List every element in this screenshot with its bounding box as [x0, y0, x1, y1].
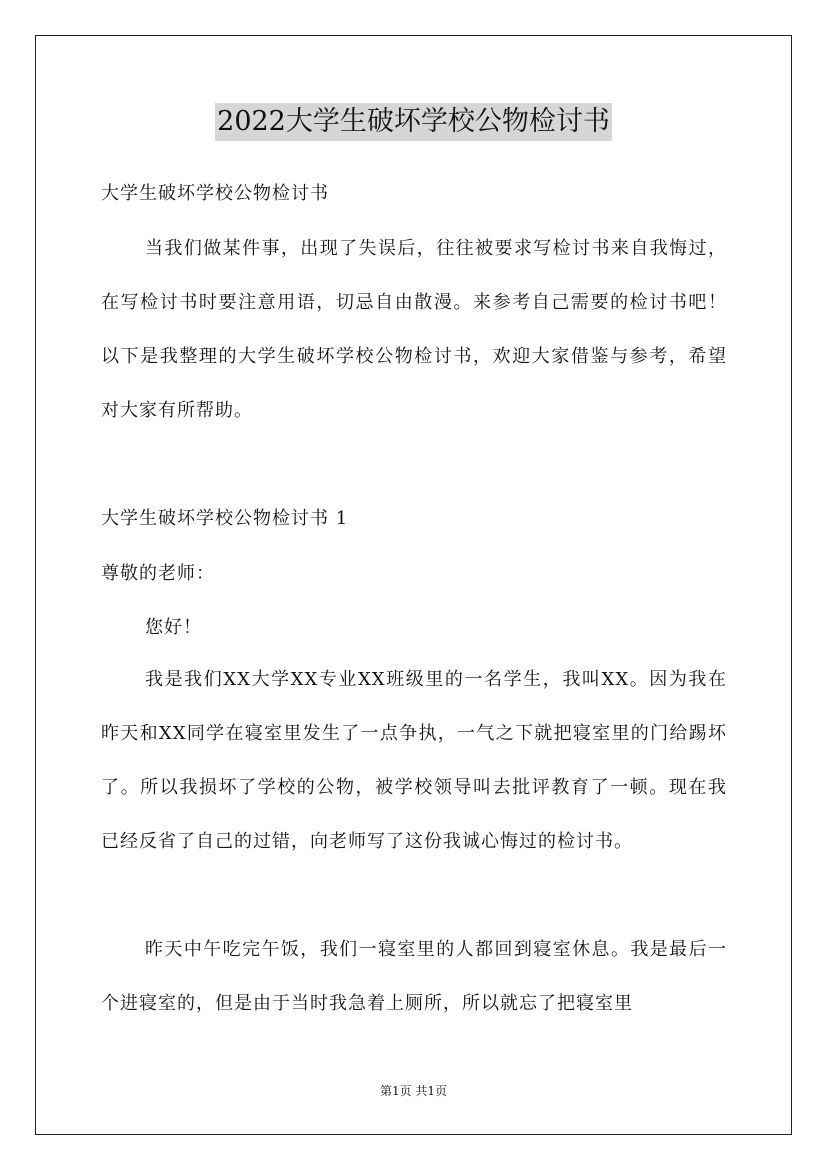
body-paragraph-1: 我是我们XX大学XX专业XX班级里的一名学生，我叫XX。因为我在昨天和XX同学在寝室里发生了一点争执，一气之下就把寝室里的门给踢坏了。所以我损坏了学校的公物，被学校领导叫去批评教育了一顿。现在我已经反省了自己的过错，向老师写了这份我诚心悔过的检讨书。 [101, 669, 727, 852]
salutation: 尊敬的老师： [101, 563, 215, 584]
document-subtitle: 大学生破坏学校公物检讨书 [101, 183, 329, 204]
section-heading: 大学生破坏学校公物检讨书 1 [101, 508, 349, 529]
document-title: 2022大学生破坏学校公物检讨书 [215, 103, 612, 141]
page-footer: 第1页 共1页 [379, 1084, 448, 1098]
body-paragraph-2: 昨天中午吃完午饭，我们一寝室里的人都回到寝室休息。我是最后一个进寝室的，但是由于当时我急着上厕所，所以就忘了把寝室里 [101, 939, 727, 1014]
greeting: 您好！ [145, 617, 202, 638]
intro-paragraph: 当我们做某件事，出现了失误后，往往被要求写检讨书来自我悔过，在写检讨书时要注意用语，切忌自由散漫。来参考自己需要的检讨书吧！以下是我整理的大学生破坏学校公物检讨书，欢迎大家借鉴与参考，希望对大家有所帮助。 [101, 238, 727, 421]
title-container [0, 103, 827, 141]
